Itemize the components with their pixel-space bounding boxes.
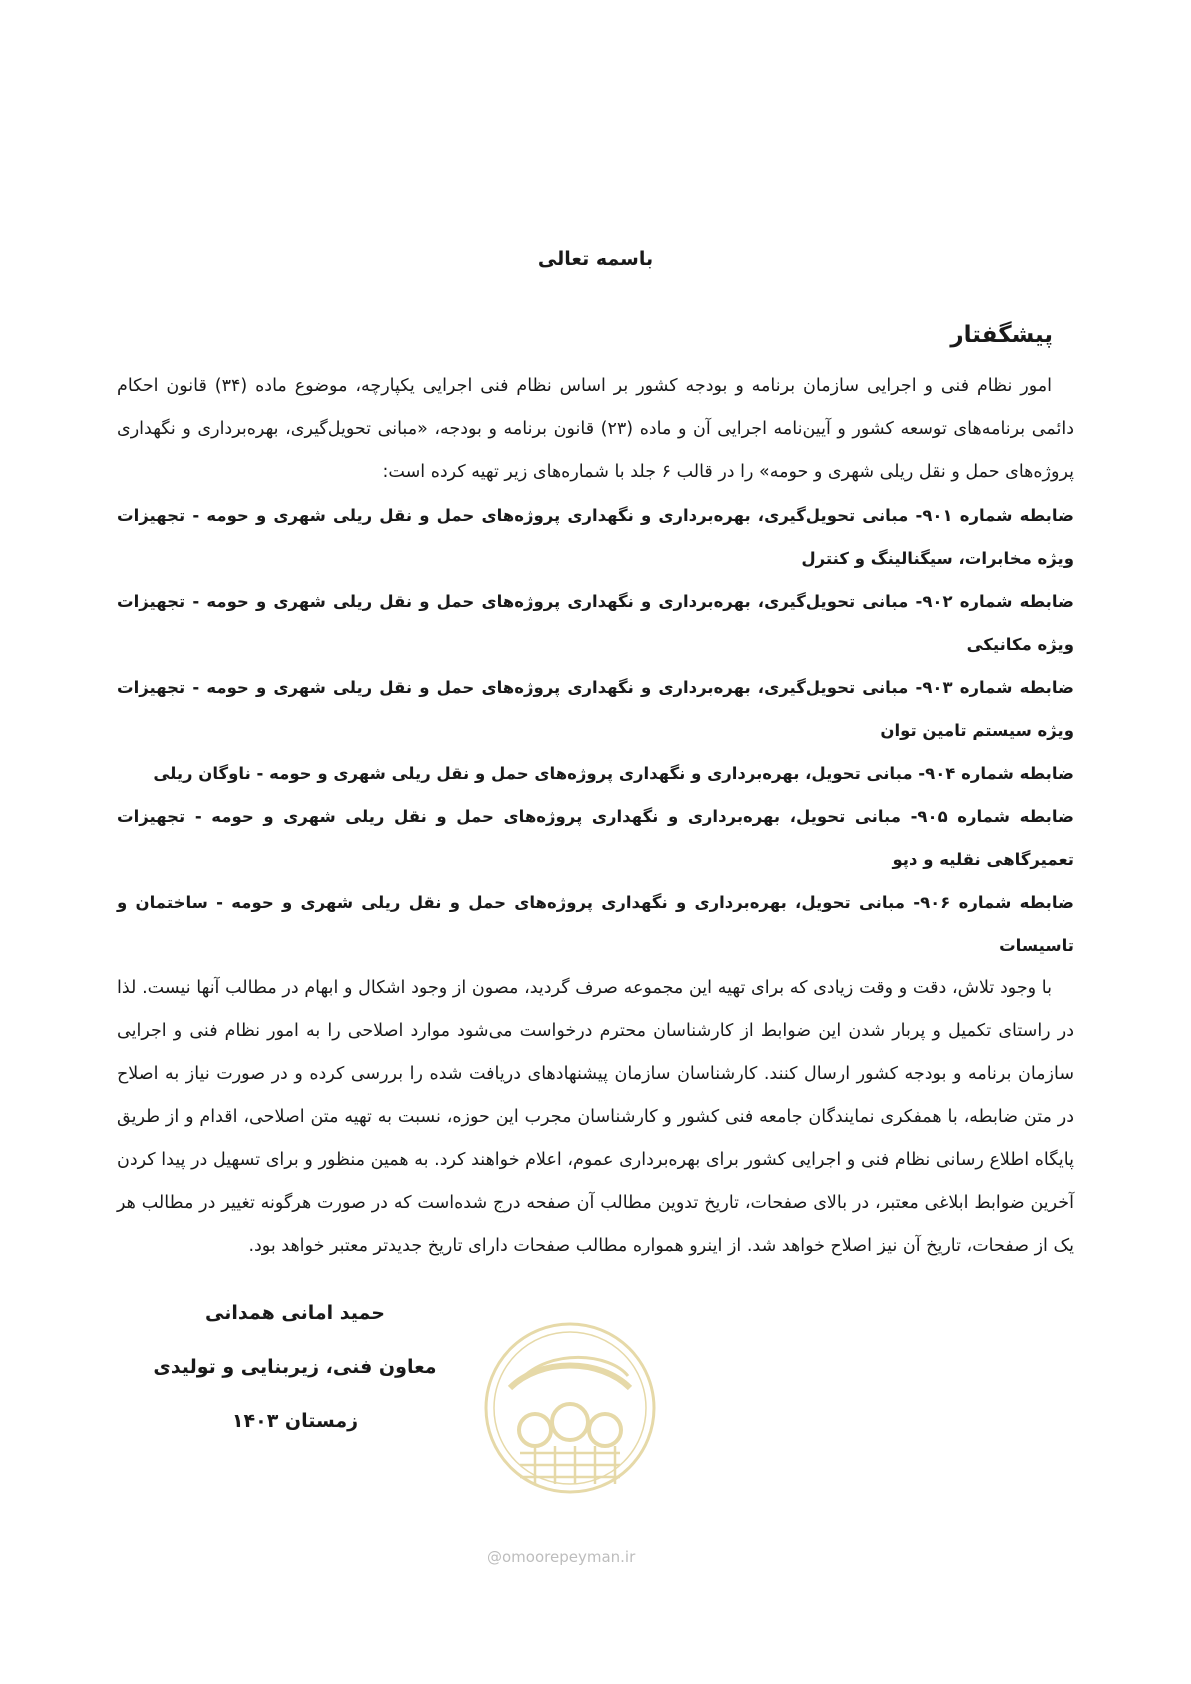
omoore-peyman-logo-icon (480, 1318, 660, 1518)
signatory-position: معاون فنی، زیربنایی و تولیدی (153, 1356, 437, 1378)
watermark-caption: @omoorepeyman.ir (487, 1548, 636, 1566)
standard-906: ضابطه شماره ۹۰۶- مبانی تحویل، بهره‌برداری و نگهداری پروژه‌های حمل و نقل ریلی شهری و حومه - ساختمان و تاسیسات (117, 893, 1074, 955)
basmala-heading: باسمه تعالی (537, 248, 654, 270)
signature-date: زمستان ۱۴۰۳ (231, 1410, 359, 1432)
standard-903: ضابطه شماره ۹۰۳- مبانی تحویل‌گیری، بهره‌برداری و نگهداری پروژه‌های حمل و نقل ریلی شهری و حومه - تجهیزات ویژه سیستم تامین توان (117, 678, 1074, 740)
standard-905: ضابطه شماره ۹۰۵- مبانی تحویل، بهره‌برداری و نگهداری پروژه‌های حمل و نقل ریلی شهری و حومه - تجهیزات تعمیرگاهی نقلیه و دپو (117, 807, 1074, 869)
standard-904: ضابطه شماره ۹۰۴- مبانی تحویل، بهره‌برداری و نگهداری پروژه‌های حمل و نقل ریلی شهری و حومه - ناوگان ریلی (153, 764, 1074, 783)
standard-902: ضابطه شماره ۹۰۲- مبانی تحویل‌گیری، بهره‌برداری و نگهداری پروژه‌های حمل و نقل ریلی شهری و حومه - تجهیزات ویژه مکانیکی (117, 592, 1074, 654)
standard-901: ضابطه شماره ۹۰۱- مبانی تحویل‌گیری، بهره‌برداری و نگهداری پروژه‌های حمل و نقل ریلی شهری و حومه - تجهیزات ویژه مخابرات، سیگنالینگ و کنترل (117, 506, 1074, 568)
signature-block (150, 1286, 440, 1448)
intro-paragraph: امور نظام فنی و اجرایی سازمان برنامه و بودجه کشور بر اساس نظام فنی اجرایی یکپارچه، موضوع ماده (۳۴) قانون احکام دائمی برنامه‌های توسعه کشور و آیین‌نامه اجرایی آن و ماده (۲۳) قانون برنامه و بودجه، «مبانی تحویل‌گیری، بهره‌برداری و نگهداری پروژه‌های حمل و نقل ریلی شهری و حومه» را در قالب ۶ جلد با شماره‌های زیر تهیه کرده است: (117, 376, 1074, 482)
document-body (117, 365, 1074, 1268)
signatory-name: حمید امانی همدانی (205, 1302, 385, 1324)
page-title: پیشگفتار (950, 322, 1053, 348)
closing-paragraph: با وجود تلاش، دقت و وقت زیادی که برای تهیه این مجموعه صرف گردید، مصون از وجود اشکال و ابهام در مطالب آنها نیست. لذا در راستای تکمیل و پربار شدن این ضوابط از کارشناسان محترم درخواست می‌شود موارد اصلاحی را به امور نظام فنی و اجرایی سازمان برنامه و بودجه کشور ارسال کنند. کارشناسان سازمان پیشنهادهای دریافت شده را بررسی کرده و در صورت نیاز به اصلاح در متن ضابطه، با همفکری نمایندگان جامعه فنی کشور و کارشناسان مجرب این حوزه، نسبت به تهیه متن اصلاحی، اقدام و از طریق پایگاه اطلاع رسانی نظام فنی و اجرایی کشور برای بهره‌برداری عموم، اعلام خواهند کرد. به همین منظور و برای تسهیل در پیدا کردن آخرین ضوابط ابلاغی معتبر، در بالای صفحات، تاریخ تدوین مطالب آن صفحه درج شده‌است که در صورت هرگونه تغییر در مطالب هر یک از صفحات، تاریخ آن نیز اصلاح خواهد شد. از اینرو همواره مطالب صفحات دارای تاریخ جدیدتر معتبر خواهد بود. (117, 978, 1074, 1256)
